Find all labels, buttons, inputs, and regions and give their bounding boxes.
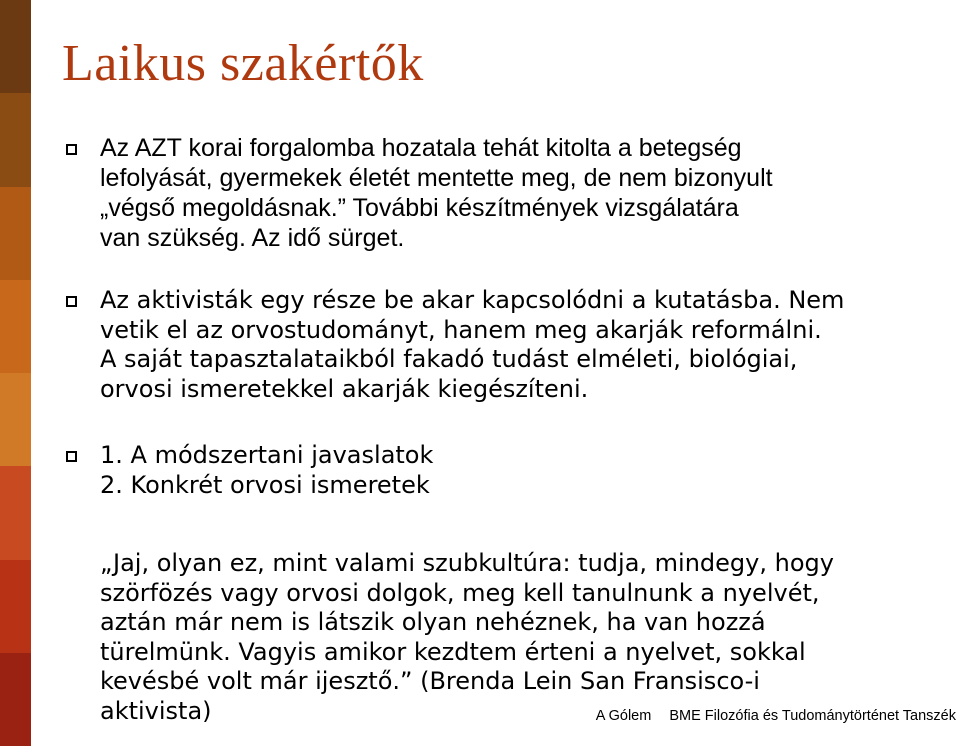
sidebar-segment <box>0 653 31 746</box>
sidebar-segment <box>0 466 31 559</box>
square-bullet-icon <box>66 296 77 307</box>
square-bullet-icon <box>66 451 77 462</box>
sidebar-segment <box>0 0 31 93</box>
sidebar-segment <box>0 93 31 186</box>
bullet-text-1: Az AZT korai forgalomba hozatala tehát kitolta a betegség lefolyását, gyermekek életét mentette meg, de nem bizonyult „végső megoldásnak.” További készítmények vizsgálatára van szükség. Az idő sürget. <box>100 134 773 252</box>
slide-title: Laikus szakértők <box>62 35 424 92</box>
square-bullet-icon <box>66 144 77 155</box>
footer-org: A Gólem <box>595 708 652 724</box>
bullet-text-2: Az aktivisták egy része be akar kapcsolódni a kutatásba. Nem vetik el az orvostudományt, hanem meg akarják reformálni. A saját tapasztalataikból fakadó tudást elméleti, biológiai, orvosi ismeretekkel akarják kiegészíteni. <box>100 286 845 403</box>
footer-dept: BME Filozófia és Tudománytörténet Tanszék <box>669 708 956 724</box>
quote-text: „Jaj, olyan ez, mint valami szubkultúra: tudja, mindegy, hogy szörfözés vagy orvosi dolgok, meg kell tanulnunk a nyelvét, aztán már nem is látszik olyan nehéznek, ha van hozzá türelmünk. Vagyis amikor kezdtem érteni a nyelvet, sokkal kevésbé volt már ijesztő.” (Brenda Lein San Fransisco-i aktivista) <box>100 549 834 725</box>
sidebar-segment <box>0 373 31 466</box>
decorative-sidebar <box>0 0 31 746</box>
footer <box>596 708 956 724</box>
sidebar-segment <box>0 560 31 653</box>
sidebar-segment <box>0 187 31 280</box>
bullet-text-3: 1. A módszertani javaslatok 2. Konkrét orvosi ismeretek <box>100 441 434 499</box>
sidebar-segment <box>0 280 31 373</box>
